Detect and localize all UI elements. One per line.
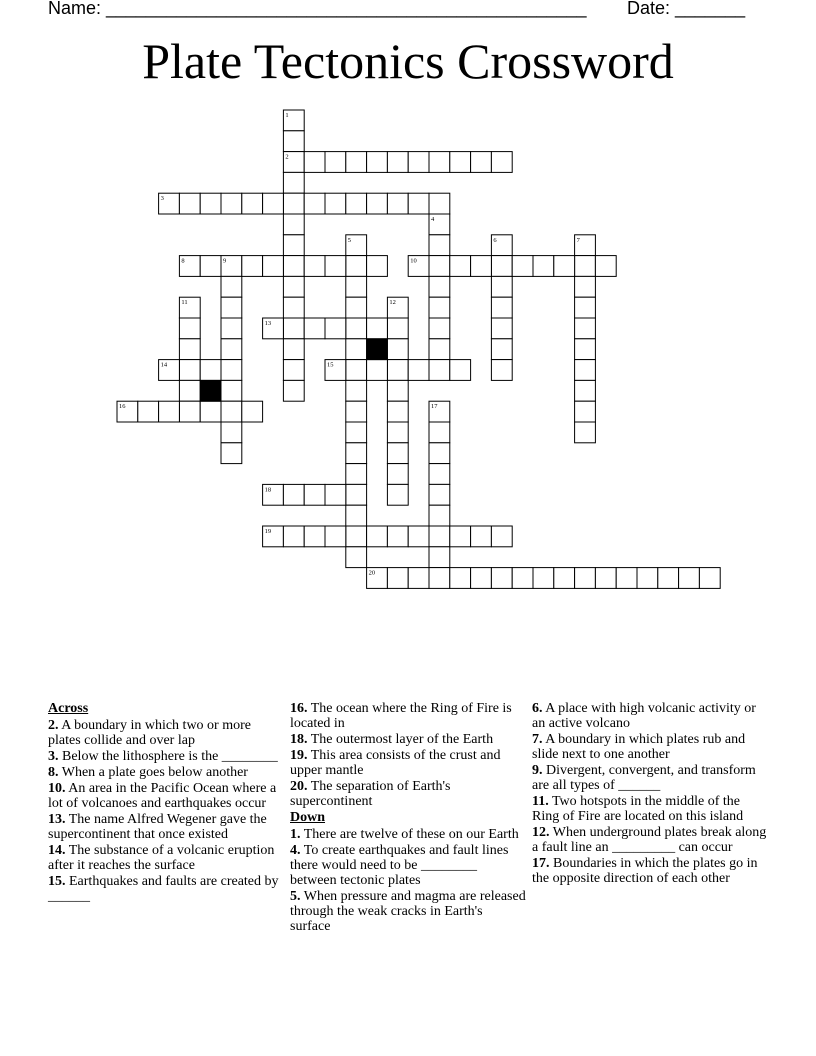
clues-column-3 [532, 701, 768, 887]
grid-cell[interactable] [679, 568, 700, 589]
clue-down-17: 17. Boundaries in which the plates go in the opposite direction of each other [532, 856, 758, 886]
grid-cell[interactable] [221, 339, 242, 360]
clue-across-2: 2. A boundary in which two or more plates collide and over lap [48, 718, 251, 748]
grid-cell[interactable] [512, 568, 533, 589]
grid-cell[interactable] [346, 422, 367, 443]
grid-cell[interactable] [325, 256, 346, 277]
grid-cell[interactable] [387, 318, 408, 339]
grid-cell[interactable] [283, 297, 304, 318]
grid-cell[interactable] [429, 339, 450, 360]
grid-cell[interactable] [283, 339, 304, 360]
grid-cell[interactable] [387, 526, 408, 547]
grid-cell[interactable] [575, 297, 596, 318]
grid-cell[interactable] [242, 256, 263, 277]
grid-cell[interactable] [450, 360, 471, 381]
grid-cell[interactable] [429, 256, 450, 277]
grid-cell[interactable] [283, 526, 304, 547]
grid-cell[interactable] [346, 380, 367, 401]
grid-cell[interactable] [325, 152, 346, 173]
grid-cell[interactable] [304, 318, 325, 339]
clue-number: 12 [389, 299, 396, 307]
clue-down-4: 4. To create earthquakes and fault lines there would need to be ________ between tectonic plates [290, 843, 509, 888]
clue-number: 5 [347, 236, 352, 244]
clue-number: 3 [160, 195, 164, 203]
grid-cell[interactable] [491, 339, 512, 360]
clue-number: 9 [223, 257, 227, 265]
clue-across-10: 10. An area in the Pacific Ocean where a lot of volcanoes and earthquakes occur [48, 781, 277, 811]
grid-cell[interactable] [200, 256, 221, 277]
grid-cell[interactable] [429, 526, 450, 547]
clue-across-3: 3. Below the lithosphere is the ________ [48, 749, 278, 764]
grid-cell[interactable] [387, 464, 408, 485]
grid-cell[interactable] [304, 193, 325, 214]
grid-cell[interactable] [283, 131, 304, 152]
clue-number: 7 [576, 236, 580, 244]
grid-cell[interactable] [221, 318, 242, 339]
grid-cell[interactable] [242, 193, 263, 214]
grid-cell[interactable] [367, 152, 388, 173]
grid-cell[interactable] [283, 360, 304, 381]
clue-down-7: 7. A boundary in which plates rub and slide next to one another [532, 732, 746, 762]
grid-cell[interactable] [283, 256, 304, 277]
grid-cell[interactable] [221, 380, 242, 401]
grid-cell[interactable] [179, 339, 200, 360]
grid-cell[interactable] [387, 339, 408, 360]
grid-cell[interactable] [159, 401, 180, 422]
grid-cell[interactable] [595, 256, 616, 277]
clue-number: 20 [368, 569, 376, 577]
grid-cell[interactable] [491, 152, 512, 173]
clue-number: 6 [493, 236, 497, 244]
grid-cell[interactable] [429, 152, 450, 173]
clue-down-9: 9. Divergent, convergent, and transform are all types of ______ [532, 763, 756, 793]
clue-down-11: 11. Two hotspots in the middle of the Ring of Fire are located on this island [532, 794, 744, 824]
grid-cell[interactable] [283, 235, 304, 256]
grid-cell[interactable] [387, 193, 408, 214]
grid-cell[interactable] [408, 360, 429, 381]
grid-cell[interactable] [263, 256, 284, 277]
grid-cell[interactable] [221, 360, 242, 381]
grid-cell[interactable] [346, 443, 367, 464]
grid-cell[interactable] [367, 360, 388, 381]
grid-cell[interactable] [471, 256, 492, 277]
grid-cell[interactable] [429, 484, 450, 505]
grid-cell[interactable] [304, 256, 325, 277]
clue-across-19: 19. This area consists of the crust and upper mantle [290, 748, 501, 778]
grid-cell[interactable] [429, 568, 450, 589]
clue-across-15: 15. Earthquakes and faults are created by ______ [48, 874, 279, 904]
grid-cell[interactable] [367, 193, 388, 214]
clue-across-18: 18. The outermost layer of the Earth [290, 732, 494, 747]
grid-cell[interactable] [346, 276, 367, 297]
grid-cell[interactable] [387, 360, 408, 381]
grid-cell[interactable] [450, 526, 471, 547]
clue-number: 19 [264, 528, 272, 535]
grid-cell[interactable] [491, 360, 512, 381]
grid-cell[interactable] [575, 339, 596, 360]
grid-cell[interactable] [533, 256, 554, 277]
grid-cell[interactable] [346, 401, 367, 422]
grid-cell[interactable] [304, 152, 325, 173]
grid-cell[interactable] [325, 484, 346, 505]
grid-cell[interactable] [283, 318, 304, 339]
clue-across-20: 20. The separation of Earth's supercontinent [290, 779, 451, 809]
clue-number: 16 [119, 403, 126, 411]
grid-cell[interactable] [491, 318, 512, 339]
grid-cell[interactable] [325, 318, 346, 339]
grid-cell[interactable] [575, 380, 596, 401]
clue-across-13: 13. The name Alfred Wegener gave the supercontinent that once existed [48, 812, 267, 842]
grid-cell[interactable] [304, 484, 325, 505]
grid-cell[interactable] [200, 193, 221, 214]
grid-cell[interactable] [575, 318, 596, 339]
down-heading: Down [290, 810, 326, 825]
clue-number: 1 [285, 112, 289, 119]
grid-cell[interactable] [346, 256, 367, 277]
grid-cell[interactable] [491, 568, 512, 589]
grid-cell[interactable] [491, 256, 512, 277]
grid-cell[interactable] [471, 526, 492, 547]
grid-cell[interactable] [429, 193, 450, 214]
grid-cell[interactable] [346, 360, 367, 381]
grid-cell[interactable] [595, 568, 616, 589]
grid-cell[interactable] [491, 276, 512, 297]
grid-cell[interactable] [367, 318, 388, 339]
clue-number: 11 [181, 299, 188, 307]
grid-cell[interactable] [471, 568, 492, 589]
grid-cell[interactable] [387, 380, 408, 401]
clue-number: 18 [264, 486, 272, 494]
clue-down-1: 1. There are twelve of these on our Earth [290, 827, 519, 842]
grid-cell[interactable] [179, 193, 200, 214]
grid-cell[interactable] [221, 193, 242, 214]
clue-number: 17 [431, 403, 438, 411]
grid-cell[interactable] [637, 568, 658, 589]
clue-number: 8 [181, 257, 185, 265]
grid-cell[interactable] [387, 443, 408, 464]
grid-cell[interactable] [263, 193, 284, 214]
grid-cell[interactable] [429, 235, 450, 256]
page-title: Plate Tectonics Crossword [142, 33, 674, 89]
grid-cell[interactable] [200, 401, 221, 422]
grid-cell[interactable] [221, 276, 242, 297]
grid-cell[interactable] [346, 318, 367, 339]
clue-across-8: 8. When a plate goes below another [48, 765, 248, 780]
grid-cell[interactable] [346, 505, 367, 526]
grid-cell[interactable] [471, 152, 492, 173]
grid-cell[interactable] [346, 339, 367, 360]
clue-across-14: 14. The substance of a volcanic eruption after it reaches the surface [48, 843, 275, 873]
clue-across-16: 16. The ocean where the Ring of Fire is located in [290, 701, 512, 731]
grid-cell[interactable] [429, 297, 450, 318]
black-square [367, 339, 388, 360]
clue-down-5: 5. When pressure and magma are released through the weak cracks in Earth's surface [290, 889, 526, 934]
clues-column-1 [48, 701, 284, 905]
grid-cell[interactable] [346, 152, 367, 173]
grid-cell[interactable] [512, 256, 533, 277]
grid-cell[interactable] [367, 256, 388, 277]
clue-down-6: 6. A place with high volcanic activity or an active volcano [532, 701, 756, 731]
grid-cell[interactable] [325, 526, 346, 547]
clue-number: 10 [410, 257, 417, 265]
grid-cell[interactable] [200, 360, 221, 381]
grid-cell[interactable] [408, 568, 429, 589]
grid-cell[interactable] [346, 526, 367, 547]
grid-cell[interactable] [429, 547, 450, 568]
clue-down-12: 12. When underground plates break along a fault line an _________ can occur [532, 825, 767, 855]
grid-cell[interactable] [554, 568, 575, 589]
grid-cell[interactable] [221, 297, 242, 318]
grid-cell[interactable] [554, 256, 575, 277]
grid-cell[interactable] [283, 172, 304, 193]
grid-cell[interactable] [221, 443, 242, 464]
grid-cell[interactable] [658, 568, 679, 589]
grid-cell[interactable] [429, 464, 450, 485]
grid-cell[interactable] [408, 152, 429, 173]
grid-cell[interactable] [429, 505, 450, 526]
grid-cell[interactable] [346, 297, 367, 318]
grid-cell[interactable] [325, 193, 346, 214]
grid-cell[interactable] [179, 318, 200, 339]
grid-cell[interactable] [387, 401, 408, 422]
grid-cell[interactable] [283, 214, 304, 235]
grid-cell[interactable] [346, 484, 367, 505]
grid-cell[interactable] [221, 422, 242, 443]
grid-cell[interactable] [429, 443, 450, 464]
grid-cell[interactable] [429, 360, 450, 381]
grid-cell[interactable] [367, 526, 388, 547]
grid-cell[interactable] [429, 422, 450, 443]
grid-cell[interactable] [450, 152, 471, 173]
grid-cell[interactable] [179, 360, 200, 381]
grid-cell[interactable] [450, 256, 471, 277]
name-field-label: Name: ________________________________________________ [48, 0, 587, 18]
clue-number: 4 [431, 216, 435, 223]
clues-column-2 [290, 701, 526, 935]
black-square [200, 380, 221, 401]
clue-number: 2 [285, 153, 289, 161]
grid-cell[interactable] [575, 276, 596, 297]
grid-cell[interactable] [575, 360, 596, 381]
across-heading: Across [48, 701, 89, 716]
grid-cell[interactable] [575, 568, 596, 589]
grid-cell[interactable] [408, 526, 429, 547]
grid-cell[interactable] [221, 401, 242, 422]
clue-number: 15 [327, 361, 334, 369]
grid-cell[interactable] [429, 318, 450, 339]
grid-cell[interactable] [387, 422, 408, 443]
grid-cell[interactable] [699, 568, 720, 589]
grid-cell[interactable] [387, 152, 408, 173]
grid-cell[interactable] [346, 464, 367, 485]
grid-cell[interactable] [491, 526, 512, 547]
grid-cell[interactable] [491, 297, 512, 318]
grid-cell[interactable] [575, 401, 596, 422]
grid-cell[interactable] [450, 568, 471, 589]
grid-cell[interactable] [242, 401, 263, 422]
grid-cell[interactable] [533, 568, 554, 589]
grid-cell[interactable] [283, 380, 304, 401]
grid-cell[interactable] [616, 568, 637, 589]
grid-cell[interactable] [346, 547, 367, 568]
grid-cell[interactable] [283, 193, 304, 214]
grid-cell[interactable] [179, 380, 200, 401]
grid-cell[interactable] [408, 193, 429, 214]
clue-number: 13 [264, 320, 272, 327]
grid-cell[interactable] [138, 401, 159, 422]
grid-cell[interactable] [575, 422, 596, 443]
grid-cell[interactable] [283, 484, 304, 505]
clue-number: 14 [160, 361, 168, 369]
grid-cell[interactable] [346, 193, 367, 214]
grid-cell[interactable] [387, 484, 408, 505]
grid-cell[interactable] [304, 526, 325, 547]
grid-cell[interactable] [283, 276, 304, 297]
grid-cell[interactable] [387, 568, 408, 589]
grid-cell[interactable] [429, 276, 450, 297]
grid-cell[interactable] [179, 401, 200, 422]
grid-cell[interactable] [575, 256, 596, 277]
date-field-label: Date: _______ [627, 0, 746, 18]
